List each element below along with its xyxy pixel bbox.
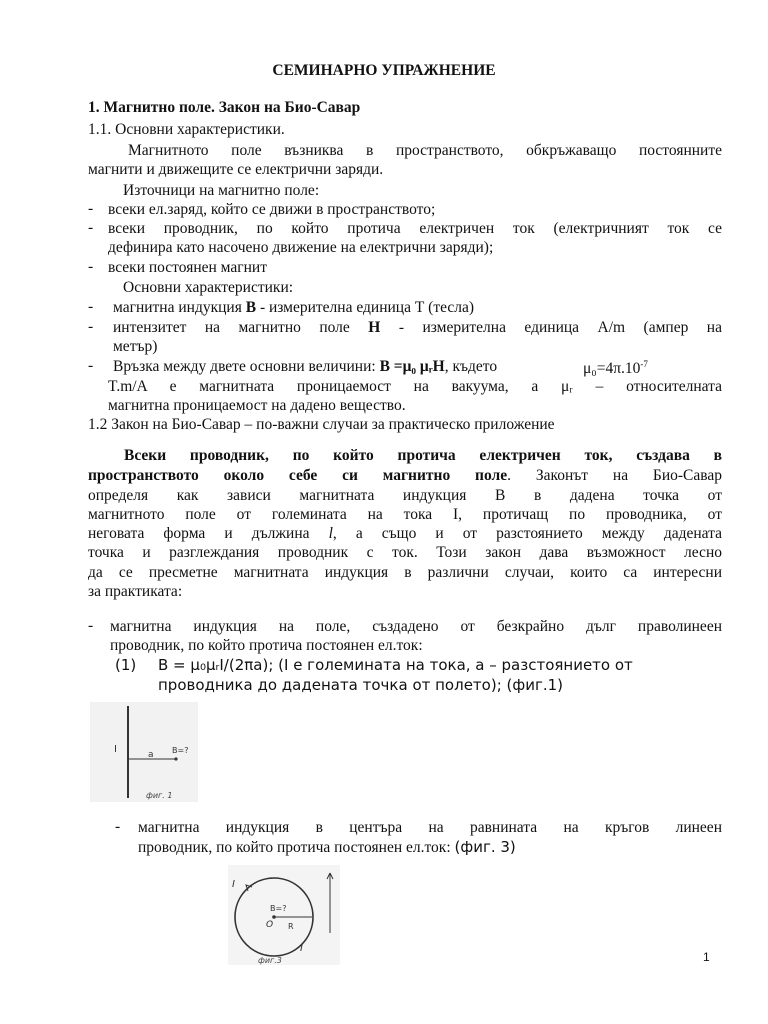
law-line: за практиката: [88, 583, 183, 600]
list-bullet: - [88, 200, 94, 217]
list-item: всеки ел.заряд, който се движи в пространството; [108, 201, 436, 218]
current-label: I [114, 744, 117, 755]
list-bullet: - [88, 318, 94, 335]
distance-label: a [148, 750, 154, 760]
case-line: магнитна индукция в центъра на равнината на кръгов линеен [138, 819, 722, 836]
case-line: проводник, по който протича постоянен ел.ток: (фиг. 3) [138, 838, 516, 856]
list-item: интензитет на магнитно поле H - измерителна единица A/m (ампер на [113, 319, 722, 336]
figure-1-drawing [90, 702, 198, 802]
figure-caption: фиг.3 [258, 956, 282, 965]
list-bullet: - [115, 818, 121, 835]
field-point [174, 757, 177, 760]
page-number: 1 [703, 950, 710, 964]
sources-heading: Източници на магнитно поле: [123, 182, 320, 199]
list-item: всеки проводник, по който протича електричен ток (електричният ток се [108, 220, 722, 237]
mu0-value: $\mu_0=4\pi.10^{-7}$ [583, 359, 648, 378]
center-label: O [266, 920, 274, 930]
list-item: магнитна индукция B - измерителна единица Т (тесла) [113, 299, 475, 316]
paragraph-line: магнити и движещите се електрични заряди. [88, 161, 384, 178]
law-line: точка и разглеждания проводник с ток. Този закон дава възможност лесно [88, 544, 722, 561]
figure-1 [90, 702, 198, 802]
subsection-heading: 1.1. Основни характеристики. [88, 121, 285, 138]
case-line: проводник, по който протича постоянен ел.ток: [110, 637, 423, 654]
b-label: B=? [172, 746, 189, 755]
current-label: I [300, 943, 303, 954]
document-title: СЕМИНАРНО УПРАЖНЕНИЕ [272, 62, 496, 79]
list-item: всеки постоянен магнит [108, 259, 267, 276]
list-bullet: - [88, 298, 94, 315]
paragraph-line: Магнитното поле възниква в пространството, обкръжаващо постоянните [128, 142, 722, 159]
subsection-heading: 1.2 Закон на Био-Савар – по-важни случаи за практическо приложение [88, 416, 555, 433]
list-bullet: - [88, 357, 94, 374]
law-line: определя как зависи магнитната индукция B в дадена точка от [88, 487, 722, 504]
section-heading: 1. Магнитно поле. Закон на Био-Савар [88, 99, 361, 116]
formula-line: проводника до дадената точка от полето); (фиг.1) [158, 676, 563, 694]
list-item-continued: дефинира като насочено движение на електрични заряди); [108, 239, 494, 256]
law-line: магнитното поле от големината на тока I, протичащ по проводника, от [88, 506, 722, 523]
law-line: да се пресметне магнитната индукция в различни случаи, които са интересни [88, 564, 722, 581]
formula-line: B = μ₀μᵣI/(2πa); (I е големината на тока, a – разстоянието от [158, 656, 633, 674]
list-item-continued: магнитна проницаемост на дадено вещество. [108, 397, 406, 414]
figure-caption: фиг. 1 [146, 791, 173, 800]
law-line: Всеки проводник, по който протича електричен ток, създава в [124, 447, 722, 464]
radius-label: R [288, 922, 294, 931]
list-bullet: - [88, 258, 94, 275]
list-bullet: - [88, 219, 94, 236]
list-item-continued: метър) [113, 338, 158, 355]
current-label: I [232, 879, 235, 890]
b-label: B=? [270, 904, 287, 913]
case-line: магнитна индукция на поле, създадено от безкрайно дълг праволинеен [110, 618, 722, 635]
formula-number: (1) [115, 656, 137, 674]
figure-3 [228, 865, 340, 965]
list-item-continued: T.m/A е магнитната проницаемост на вакуума, а μᵣ – относителната [108, 378, 722, 395]
law-line: неговата форма и дължина l, а също и от разстоянието между дадената [88, 525, 722, 542]
figure-3-drawing [228, 865, 340, 965]
list-item: Връзка между двете основни величини: B =μ₀ μᵣH, където [113, 358, 498, 375]
list-bullet: - [88, 617, 94, 634]
characteristics-heading: Основни характеристики: [123, 279, 294, 296]
law-line: пространството около себе си магнитно поле. Законът на Био-Савар [88, 467, 722, 484]
